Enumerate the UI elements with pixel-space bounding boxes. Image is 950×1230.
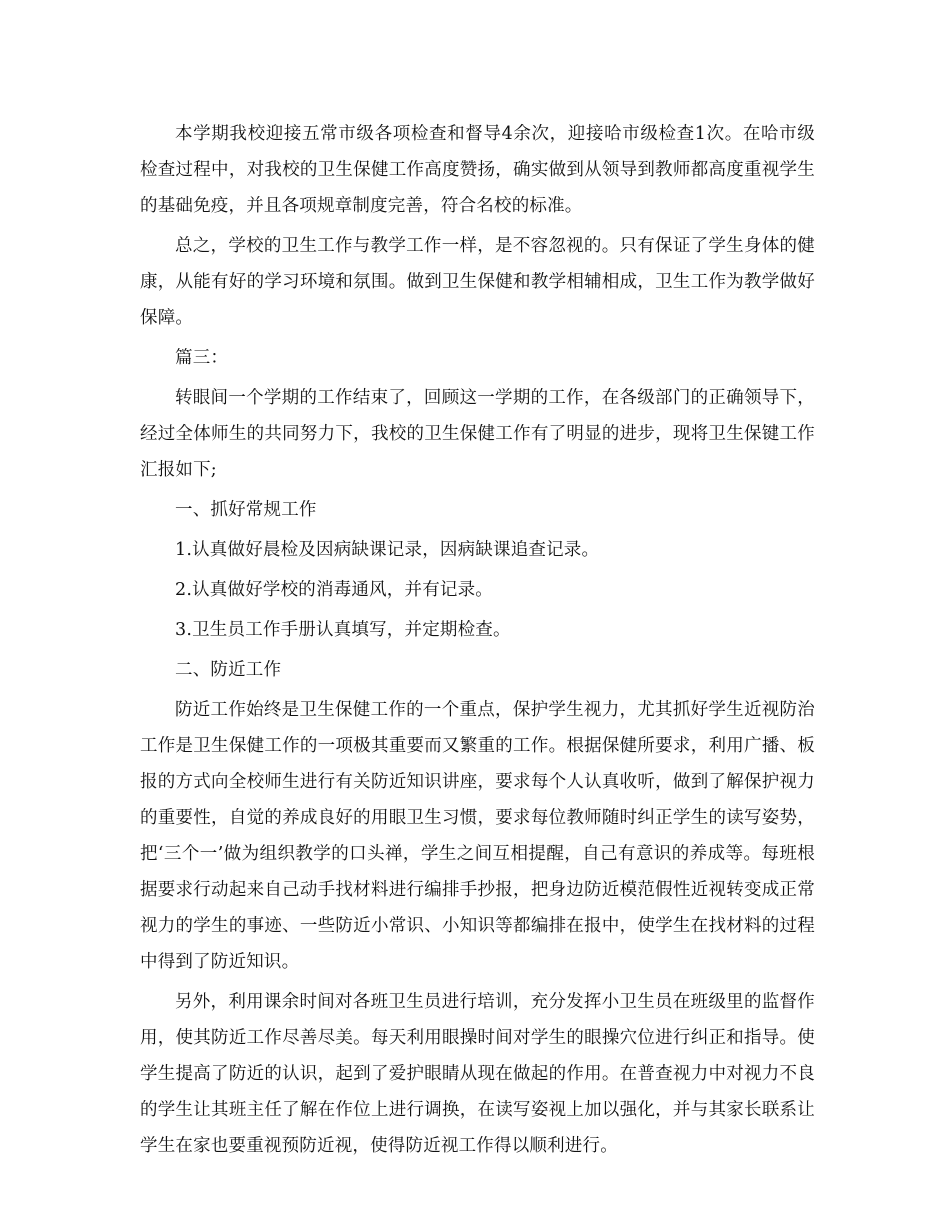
document-body	[140, 116, 815, 1168]
paragraph-inspections: 本学期我校迎接五常市级各项检查和督导4余次，迎接哈市级检查1次。在哈市级检查过程中，对我校的卫生保健工作高度赞扬，确实做到从领导到教师都高度重视学生的基础免疫，并且各项规章制度完善，符合名校的标准。	[140, 124, 815, 216]
paragraph-summary: 总之，学校的卫生工作与教学工作一样，是不容忽视的。只有保证了学生身体的健康，从能有好的学习环境和氛围。做到卫生保健和教学相辅相成，卫生工作为教学做好保障。	[140, 236, 815, 328]
section-heading-part-three: 篇三：	[175, 348, 229, 368]
paragraph-intro: 转眼间一个学期的工作结束了，回顾这一学期的工作，在各级部门的正确领导下，经过全体师生的共同努力下，我校的卫生保健工作有了明显的进步，现将卫生保键工作汇报如下;	[140, 388, 815, 480]
list-item-disinfection: 2.认真做好学校的消毒通风，并有记录。	[175, 580, 493, 600]
section-heading-routine-work: 一、抓好常规工作	[175, 500, 317, 520]
list-item-health-handbook: 3.卫生员工作手册认真填写，并定期检查。	[175, 620, 511, 640]
paragraph-myopia-prevention: 防近工作始终是卫生保健工作的一个重点，保护学生视力，尤其抓好学生近视防治工作是卫生保健工作的一项极其重要而又繁重的工作。根据保健所要求，利用广播、板报的方式向全校师生进行有关防近知识讲座，要求每个人认真收听，做到了解保护视力的重要性，自觉的养成良好的用眼卫生习惯，要求每位教师随时纠正学生的读写姿势，把‘三个一’做为组织教学的口头禅，学生之间互相提醒，自己有意识的养成等。每班根据要求行动起来自己动手找材料进行编排手抄报，把身边防近模范假性近视转变成正常视力的学生的事迹、一些防近小常识、小知识等都编排在报中，使学生在找材料的过程中得到了防近知识。	[140, 700, 815, 972]
list-item-morning-check: 1.认真做好晨检及因病缺课记录，因病缺课追查记录。	[175, 540, 600, 560]
paragraph-additional-measures: 另外，利用课余时间对各班卫生员进行培训，充分发挥小卫生员在班级里的监督作用，使其防近工作尽善尽美。每天利用眼操时间对学生的眼操穴位进行纠正和指导。使学生提高了防近的认识，起到了爱护眼睛从现在做起的作用。在普查视力中对视力不良的学生让其班主任了解在作位上进行调换，在读写姿视上加以强化，并与其家长联系让学生在家也要重视预防近视，使得防近视工作得以顺利进行。	[140, 992, 815, 1156]
section-heading-myopia-prevention: 二、防近工作	[175, 660, 282, 680]
